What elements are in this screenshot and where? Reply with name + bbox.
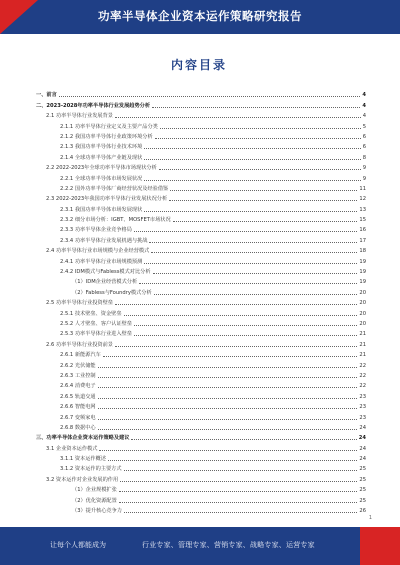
toc-entry-page: 19 bbox=[359, 258, 366, 265]
footer-slogan: 让每个人都能成为 bbox=[50, 541, 106, 549]
toc-entry-label: 2.2 2022-2023年全球功率半导体市场现状分析 bbox=[46, 165, 157, 172]
toc-entry-page: 9 bbox=[362, 165, 366, 172]
toc-entry-label: 3.1 企业资本运作模式 bbox=[46, 445, 98, 452]
table-of-contents bbox=[36, 88, 366, 514]
toc-leader-dots bbox=[115, 345, 357, 347]
toc-entry[interactable] bbox=[36, 410, 366, 420]
toc-entry[interactable] bbox=[36, 130, 366, 140]
toc-entry-page: 19 bbox=[359, 269, 366, 276]
toc-entry-page: 13 bbox=[359, 206, 366, 213]
toc-leader-dots bbox=[159, 168, 361, 170]
toc-entry-page: 24 bbox=[359, 445, 366, 452]
toc-entry[interactable] bbox=[36, 233, 366, 243]
toc-entry[interactable] bbox=[36, 275, 366, 285]
toc-entry-label: 三、功率半导体企业资本运作策略及建议 bbox=[36, 435, 130, 442]
toc-leader-dots bbox=[134, 324, 357, 326]
toc-leader-dots bbox=[169, 199, 357, 201]
toc-leader-dots bbox=[139, 282, 357, 284]
toc-leader-dots bbox=[170, 189, 357, 191]
toc-leader-dots bbox=[98, 397, 358, 399]
toc-entry[interactable] bbox=[36, 483, 366, 493]
toc-entry-page: 25 bbox=[359, 487, 366, 494]
toc-entry-page: 6 bbox=[362, 144, 366, 151]
toc-leader-dots bbox=[124, 511, 357, 513]
toc-leader-dots bbox=[119, 490, 358, 492]
toc-leader-dots bbox=[124, 469, 358, 471]
toc-entry[interactable] bbox=[36, 317, 366, 327]
toc-leader-dots bbox=[120, 480, 357, 482]
toc-entry-label: 2.6.4 消费电子 bbox=[60, 383, 96, 390]
toc-entry-label: 2.1.1 功率半导体行业定义及主要产品分类 bbox=[60, 123, 158, 130]
toc-entry-label: 2.6.1 新能源汽车 bbox=[60, 352, 101, 359]
toc-leader-dots bbox=[134, 334, 357, 336]
toc-entry-page: 4 bbox=[362, 92, 366, 99]
toc-entry-page: 23 bbox=[359, 414, 366, 421]
toc-entry-page: 20 bbox=[359, 320, 366, 327]
toc-leader-dots bbox=[173, 220, 358, 222]
toc-leader-dots bbox=[151, 251, 357, 253]
toc-leader-dots bbox=[98, 418, 358, 420]
toc-entry[interactable] bbox=[36, 202, 366, 212]
document-page bbox=[18, 42, 380, 520]
toc-entry-label: 2.3 2022-2023年我国功率半导体行业发展状况分析 bbox=[46, 196, 168, 203]
footer-tags: 行业专家、管理专家、营销专家、战略专家、运营专家 bbox=[142, 541, 315, 549]
toc-entry-label: 2.6.8 数据中心 bbox=[60, 424, 96, 431]
toc-entry-label: 2.1.2 我国功率半导体行业政策环境分析 bbox=[60, 133, 153, 140]
toc-entry[interactable] bbox=[36, 306, 366, 316]
toc-leader-dots bbox=[98, 407, 358, 409]
toc-entry-page: 21 bbox=[359, 341, 366, 348]
toc-entry-label: 2.6.5 轨道交通 bbox=[60, 393, 96, 400]
toc-entry[interactable] bbox=[36, 150, 366, 160]
toc-leader-dots bbox=[149, 241, 357, 243]
toc-entry-page: 24 bbox=[359, 424, 366, 431]
toc-entry-page: 22 bbox=[359, 372, 366, 379]
toc-leader-dots bbox=[131, 438, 356, 440]
toc-entry-page: 17 bbox=[359, 237, 366, 244]
toc-leader-dots bbox=[98, 366, 358, 368]
toc-entry-label: 2.6.6 智能电网 bbox=[60, 404, 96, 411]
toc-entry-label: 2.1 功率半导体行业发展背景 bbox=[46, 113, 113, 120]
toc-entry[interactable] bbox=[36, 254, 366, 264]
toc-entry[interactable] bbox=[36, 244, 366, 254]
toc-entry-label: 2.4.2 IDM模式与Fabless模式对比分析 bbox=[60, 269, 151, 276]
toc-entry-label: 2.3.2 细分市场分析：IGBT、MOSFET市场状况 bbox=[60, 217, 171, 224]
toc-entry-label: 2.6.7 变频家电 bbox=[60, 414, 96, 421]
page-number: 1 bbox=[368, 515, 372, 521]
toc-entry[interactable] bbox=[36, 161, 366, 171]
footer-red-tab bbox=[360, 527, 400, 565]
toc-entry-label: 2.5.3 功率半导体行业进入壁垒 bbox=[60, 331, 132, 338]
toc-leader-dots bbox=[98, 376, 358, 378]
toc-leader-dots bbox=[98, 428, 358, 430]
toc-entry-page: 21 bbox=[359, 352, 366, 359]
toc-entry-page: 21 bbox=[359, 331, 366, 338]
toc-entry-page: 11 bbox=[359, 185, 366, 192]
toc-entry-label: 3.1.2 资本运作的主要方式 bbox=[60, 466, 122, 473]
toc-entry-label: 2.6 功率半导体行业投资前景 bbox=[46, 341, 113, 348]
toc-leader-dots bbox=[144, 158, 360, 160]
toc-leader-dots bbox=[115, 303, 357, 305]
toc-leader-dots bbox=[59, 95, 361, 97]
toc-entry-page: 4 bbox=[362, 113, 366, 120]
toc-entry-page: 19 bbox=[359, 279, 366, 286]
toc-leader-dots bbox=[103, 355, 358, 357]
toc-entry[interactable] bbox=[36, 192, 366, 202]
toc-leader-dots bbox=[124, 314, 358, 316]
toc-heading: 内容目录 bbox=[170, 58, 227, 72]
toc-entry[interactable] bbox=[36, 337, 366, 347]
toc-entry[interactable] bbox=[36, 119, 366, 129]
toc-leader-dots bbox=[144, 210, 357, 212]
toc-entry-label: 2.6.2 光伏储能 bbox=[60, 362, 96, 369]
toc-entry-page: 18 bbox=[359, 248, 366, 255]
toc-entry[interactable] bbox=[36, 504, 366, 514]
toc-leader-dots bbox=[152, 106, 360, 108]
toc-entry[interactable] bbox=[36, 431, 366, 441]
toc-entry[interactable] bbox=[36, 223, 366, 233]
toc-entry[interactable] bbox=[36, 182, 366, 192]
toc-entry-label: 2.4.1 功率半导体行业市场规模预测 bbox=[60, 258, 143, 265]
toc-entry-label: （1）IDM企业经营模式分析 bbox=[72, 279, 138, 286]
toc-entry-page: 23 bbox=[359, 404, 366, 411]
toc-entry-page: 25 bbox=[359, 466, 366, 473]
toc-entry-label: 3.2 资本运作对企业发展的作用 bbox=[46, 476, 119, 483]
toc-entry-label: 二、2023-2028年功率半导体行业发展趋势分析 bbox=[36, 102, 151, 109]
toc-entry[interactable] bbox=[36, 462, 366, 472]
toc-entry[interactable] bbox=[36, 369, 366, 379]
toc-entry[interactable] bbox=[36, 140, 366, 150]
toc-entry-page: 20 bbox=[359, 289, 366, 296]
toc-entry-page: 5 bbox=[362, 123, 366, 130]
toc-leader-dots bbox=[144, 179, 360, 181]
toc-leader-dots bbox=[144, 262, 357, 264]
toc-entry-label: 一、前言 bbox=[36, 92, 57, 99]
toc-entry-label: 2.2.1 全球功率半导体市场发展状况 bbox=[60, 175, 143, 182]
toc-leader-dots bbox=[144, 147, 360, 149]
toc-entry-label: 2.4 功率半导体行业市场规模与企业经营模式 bbox=[46, 248, 150, 255]
toc-entry-label: 2.3.1 我国功率半导体市场发展现状 bbox=[60, 206, 143, 213]
toc-entry[interactable] bbox=[36, 296, 366, 306]
toc-entry-label: 2.5.1 技术壁垒、资金壁垒 bbox=[60, 310, 122, 317]
toc-entry-page: 24 bbox=[359, 456, 366, 463]
toc-entry-label: 2.1.4 全球功率半导体产业链及现状 bbox=[60, 154, 143, 161]
toc-entry-page: 8 bbox=[362, 154, 366, 161]
toc-leader-dots bbox=[134, 230, 357, 232]
toc-entry-label: 2.2.2 国外功率半导体厂商经营状况及经验借鉴 bbox=[60, 185, 169, 192]
toc-leader-dots bbox=[119, 501, 358, 503]
toc-entry[interactable] bbox=[36, 441, 366, 451]
toc-entry-label: （2）优化资源配置 bbox=[72, 497, 117, 504]
toc-entry[interactable] bbox=[36, 327, 366, 337]
toc-entry-label: 2.3.4 功率半导体行业发展机遇与挑战 bbox=[60, 237, 148, 244]
toc-entry[interactable] bbox=[36, 98, 366, 108]
toc-entry-page: 20 bbox=[359, 310, 366, 317]
toc-entry[interactable] bbox=[36, 493, 366, 503]
header-band bbox=[0, 0, 400, 34]
toc-leader-dots bbox=[99, 449, 357, 451]
toc-entry[interactable] bbox=[36, 285, 366, 295]
toc-leader-dots bbox=[153, 272, 358, 274]
toc-entry-label: （1）企业规模扩张 bbox=[72, 487, 117, 494]
toc-entry[interactable] bbox=[36, 213, 366, 223]
toc-entry-page: 25 bbox=[359, 497, 366, 504]
toc-leader-dots bbox=[154, 293, 358, 295]
toc-entry-label: 2.1.3 我国功率半导体行业技术环境 bbox=[60, 144, 143, 151]
toc-entry-page: 24 bbox=[358, 435, 366, 442]
toc-entry-page: 6 bbox=[362, 133, 366, 140]
toc-entry[interactable] bbox=[36, 88, 366, 98]
toc-entry[interactable] bbox=[36, 452, 366, 462]
toc-entry-label: （3）提升核心竞争力 bbox=[72, 508, 122, 515]
toc-entry-page: 16 bbox=[359, 227, 366, 234]
toc-entry[interactable] bbox=[36, 171, 366, 181]
toc-entry-page: 9 bbox=[362, 175, 366, 182]
toc-entry[interactable] bbox=[36, 348, 366, 358]
toc-entry-label: 2.5 功率半导体行业投资壁垒 bbox=[46, 300, 113, 307]
toc-entry[interactable] bbox=[36, 265, 366, 275]
toc-entry-page: 25 bbox=[359, 476, 366, 483]
toc-leader-dots bbox=[160, 127, 361, 129]
toc-entry-page: 20 bbox=[359, 300, 366, 307]
report-title: 功率半导体企业资本运作策略研究报告 bbox=[98, 9, 302, 23]
toc-entry[interactable] bbox=[36, 379, 366, 389]
toc-entry-label: 2.6.3 工业控制 bbox=[60, 372, 96, 379]
toc-entry[interactable] bbox=[36, 358, 366, 368]
toc-entry-page: 22 bbox=[359, 383, 366, 390]
toc-leader-dots bbox=[98, 386, 358, 388]
toc-entry[interactable] bbox=[36, 472, 366, 482]
toc-entry-page: 4 bbox=[362, 102, 366, 109]
toc-entry[interactable] bbox=[36, 421, 366, 431]
toc-entry[interactable] bbox=[36, 400, 366, 410]
toc-entry[interactable] bbox=[36, 109, 366, 119]
footer-band bbox=[0, 527, 400, 565]
toc-entry-label: 2.3.3 功率半导体企业竞争格局 bbox=[60, 227, 132, 234]
toc-entry-label: （2）Fabless与Foundry模式分析 bbox=[72, 289, 152, 296]
toc-entry-label: 2.5.2 人才壁垒、客户认证壁垒 bbox=[60, 320, 132, 327]
toc-entry[interactable] bbox=[36, 389, 366, 399]
toc-leader-dots bbox=[108, 459, 357, 461]
toc-entry-label: 3.1.1 资本运作概述 bbox=[60, 456, 106, 463]
toc-entry-page: 15 bbox=[359, 217, 366, 224]
toc-entry-page: 12 bbox=[359, 196, 366, 203]
toc-entry-page: 26 bbox=[359, 508, 366, 515]
toc-entry-page: 23 bbox=[359, 393, 366, 400]
toc-entry-page: 22 bbox=[359, 362, 366, 369]
toc-leader-dots bbox=[155, 137, 361, 139]
toc-leader-dots bbox=[115, 116, 361, 118]
